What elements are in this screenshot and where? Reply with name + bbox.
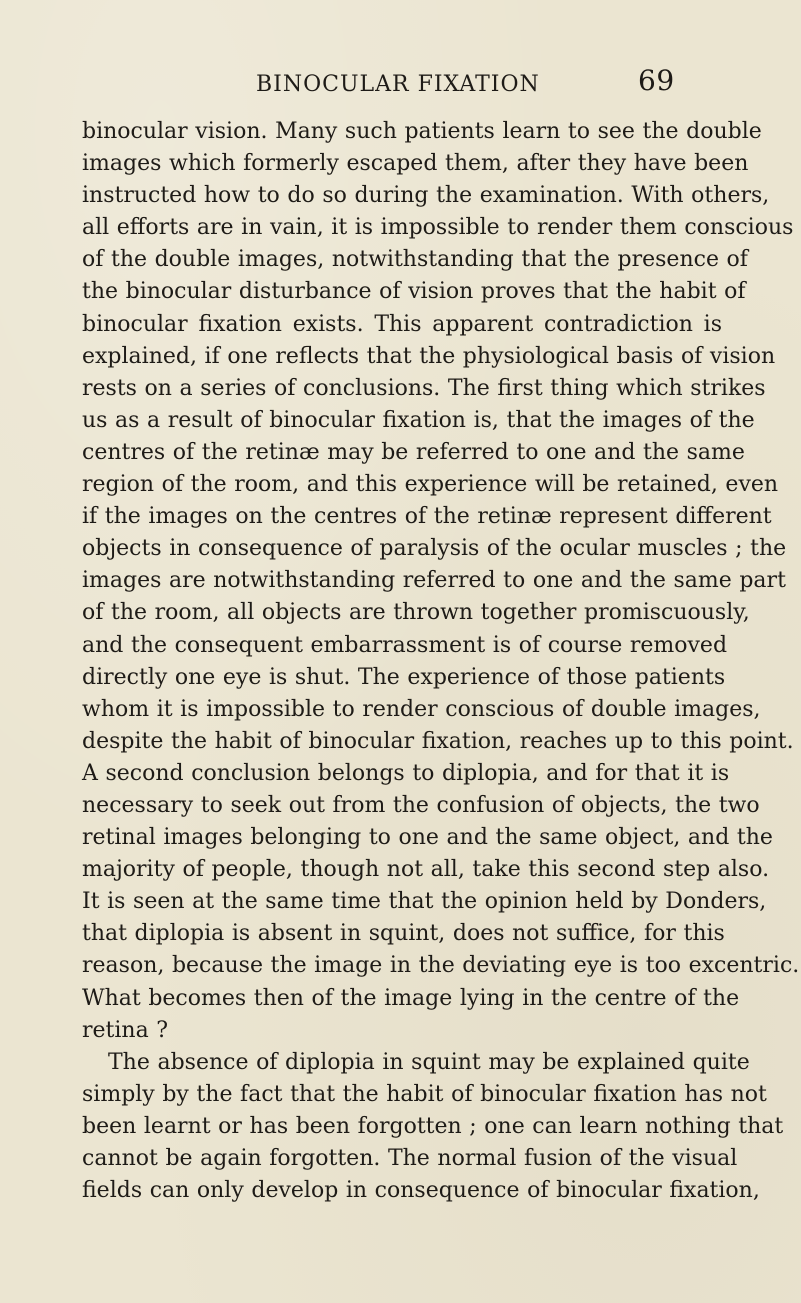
text-line: What becomes then of the image lying in the centre of the — [82, 985, 740, 1011]
text-line: all efforts are in vain, it is impossible to render them conscious — [82, 215, 794, 241]
page-number: 69 — [638, 64, 675, 97]
text-line: us as a result of binocular fixation is, that the images of the — [82, 407, 755, 433]
text-line: of the double images, notwithstanding that the presence of — [82, 247, 748, 273]
page-header — [0, 60, 801, 100]
text-line: binocular vision. Many such patients learn to see the double — [82, 119, 762, 144]
text-line: objects in consequence of paralysis of the ocular muscles ; the — [82, 536, 787, 562]
text-line: necessary to seek out from the confusion of objects, the two — [82, 792, 760, 818]
text-line: The absence of diplopia in squint may be explained quite — [108, 1049, 750, 1075]
text-line: majority of people, though not all, take this second step also. — [82, 857, 770, 883]
text-line: rests on a series of conclusions. The first thing which strikes — [82, 375, 766, 401]
text-line: cannot be again forgotten. The normal fusion of the visual — [82, 1146, 738, 1171]
paragraph — [82, 116, 800, 1047]
text-line: despite the habit of binocular fixation, reaches up to this point. — [82, 728, 794, 754]
text-line: directly one eye is shut. The experience of those patients — [82, 664, 726, 690]
text-line: centres of the retinæ may be referred to one and the same — [82, 439, 745, 465]
text-line: whom it is impossible to render conscious of double images, — [82, 696, 761, 722]
text-line: that diplopia is absent in squint, does not suffice, for this — [82, 921, 725, 947]
text-line: region of the room, and this experience will be retained, even — [82, 472, 779, 498]
text-line: binocular fixation exists. This apparent contradiction is — [82, 311, 722, 337]
text-line: fields can only develop in consequence of binocular fixation, — [82, 1178, 760, 1204]
text-line: instructed how to do so during the examination. With others, — [82, 183, 770, 209]
text-line: the binocular disturbance of vision proves that the habit of — [82, 279, 746, 305]
paragraph — [82, 1047, 784, 1207]
body-text — [82, 116, 800, 1207]
text-line: retinal images belonging to one and the same object, and the — [82, 825, 773, 851]
text-line: retina ? — [82, 1017, 169, 1043]
text-line: explained, if one reflects that the physiological basis of vision — [82, 343, 776, 369]
text-line: of the room, all objects are thrown together promiscuously, — [82, 600, 750, 626]
text-line: A second conclusion belongs to diplopia, and for that it is — [82, 760, 730, 786]
text-line: It is seen at the same time that the opinion held by Donders, — [82, 889, 767, 915]
text-line: been learnt or has been forgotten ; one can learn nothing that — [82, 1113, 784, 1139]
text-line: and the consequent embarrassment is of course removed — [82, 632, 728, 658]
running-head: BINOCULAR FIXATION — [256, 72, 540, 97]
text-line: images which formerly escaped them, after they have been — [82, 151, 749, 177]
text-line: simply by the fact that the habit of binocular fixation has not — [82, 1081, 767, 1107]
text-line: reason, because the image in the deviating eye is too excentric. — [82, 953, 800, 979]
text-line: images are notwithstanding referred to one and the same part — [82, 568, 786, 594]
text-line: if the images on the centres of the retinæ represent different — [82, 504, 772, 530]
